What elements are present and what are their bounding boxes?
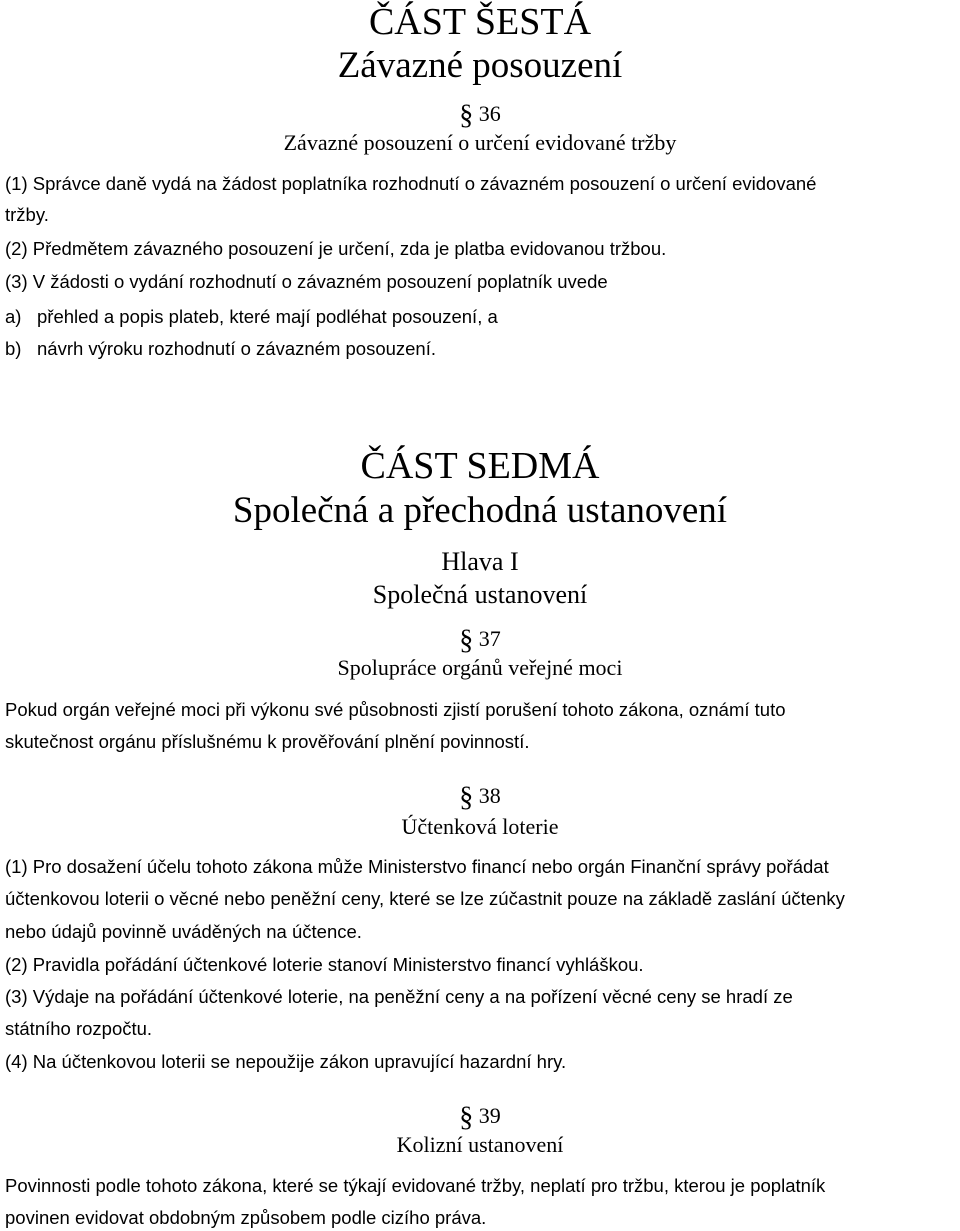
section-37-text-line-2: skutečnost orgánu příslušnému k prověřování plnění povinností. — [5, 731, 530, 752]
list-item — [5, 305, 498, 329]
section-38-paragraph-1-line-1: (1) Pro dosažení účelu tohoto zákona může Ministerstvo financí nebo orgán Finanční správy pořádat — [5, 856, 829, 877]
section-36-number — [0, 101, 960, 129]
section-38-paragraph-1-line-2: účtenkovou loterii o věcné nebo peněžní ceny, které se lze zúčastnit pouze na základě zaslání účtenky — [5, 888, 845, 909]
section-37-title: Spolupráce orgánů veřejné moci — [337, 655, 623, 680]
section-38-paragraph-3-line-1: (3) Výdaje na pořádání účtenkové loterie, na peněžní ceny a na pořízení věcné ceny se hradí ze — [5, 986, 793, 1007]
section-37-number — [0, 626, 960, 654]
part-7-title: ČÁST SEDMÁ — [360, 445, 600, 487]
list-item — [5, 337, 436, 361]
section-38-paragraph-3-line-2: státního rozpočtu. — [5, 1018, 153, 1039]
section-39-title: Kolizní ustanovení — [396, 1132, 564, 1157]
section-sign: § — [459, 782, 474, 813]
section-sign: § — [459, 1102, 474, 1133]
section-sign: § — [459, 100, 474, 131]
list-item-label: b) — [5, 338, 22, 359]
section-38-paragraph-2: (2) Pravidla pořádání účtenkové loterie stanoví Ministerstvo financí vyhláškou. — [5, 954, 644, 975]
section-sign: § — [459, 625, 474, 656]
section-39-text-line-2: povinen evidovat obdobným způsobem podle cizího práva. — [5, 1207, 487, 1228]
head-1-label: Hlava I — [441, 547, 519, 576]
section-36-paragraph-3: (3) V žádosti o vydání rozhodnutí o závazném posouzení poplatník uvede — [5, 271, 608, 292]
part-7-name: Společná a přechodná ustanovení — [232, 490, 728, 531]
section-38-paragraph-4: (4) Na účtenkovou loterii se nepoužije zákon upravující hazardní hry. — [5, 1051, 567, 1072]
section-36-paragraph-1-line-1: (1) Správce daně vydá na žádost poplatníka rozhodnutí o závazném posouzení o určení evidované — [5, 173, 817, 194]
part-6-name: Závazné posouzení — [337, 45, 623, 86]
list-item-text: přehled a popis plateb, které mají podléhat posouzení, a — [37, 306, 498, 327]
section-36-paragraph-1-line-2: tržby. — [5, 204, 49, 225]
head-1-name: Společná ustanovení — [372, 580, 588, 609]
list-item-label: a) — [5, 306, 22, 327]
section-39-number-text: 39 — [478, 1103, 501, 1128]
section-36-title: Závazné posouzení o určení evidované tržby — [283, 130, 677, 155]
list-item-text: návrh výroku rozhodnutí o závazném posouzení. — [37, 338, 437, 359]
section-38-paragraph-1-line-3: nebo údajů povinně uváděných na účtence. — [5, 921, 362, 942]
section-39-text-line-1: Povinnosti podle tohoto zákona, které se týkají evidované tržby, neplatí pro tržbu, kterou je poplatník — [5, 1175, 826, 1196]
section-36-paragraph-2: (2) Předmětem závazného posouzení je určení, zda je platba evidovanou tržbou. — [5, 238, 667, 259]
section-38-title: Účtenková loterie — [401, 814, 559, 839]
part-6-title: ČÁST ŠESTÁ — [368, 1, 592, 43]
section-36-number-text: 36 — [478, 101, 501, 126]
section-37-text-line-1: Pokud orgán veřejné moci při výkonu své působnosti zjistí porušení tohoto zákona, oznámí tuto — [5, 699, 786, 720]
section-39-number — [0, 1103, 960, 1131]
section-38-number — [0, 783, 960, 811]
section-37-number-text: 37 — [478, 626, 501, 651]
section-38-number-text: 38 — [478, 783, 501, 808]
